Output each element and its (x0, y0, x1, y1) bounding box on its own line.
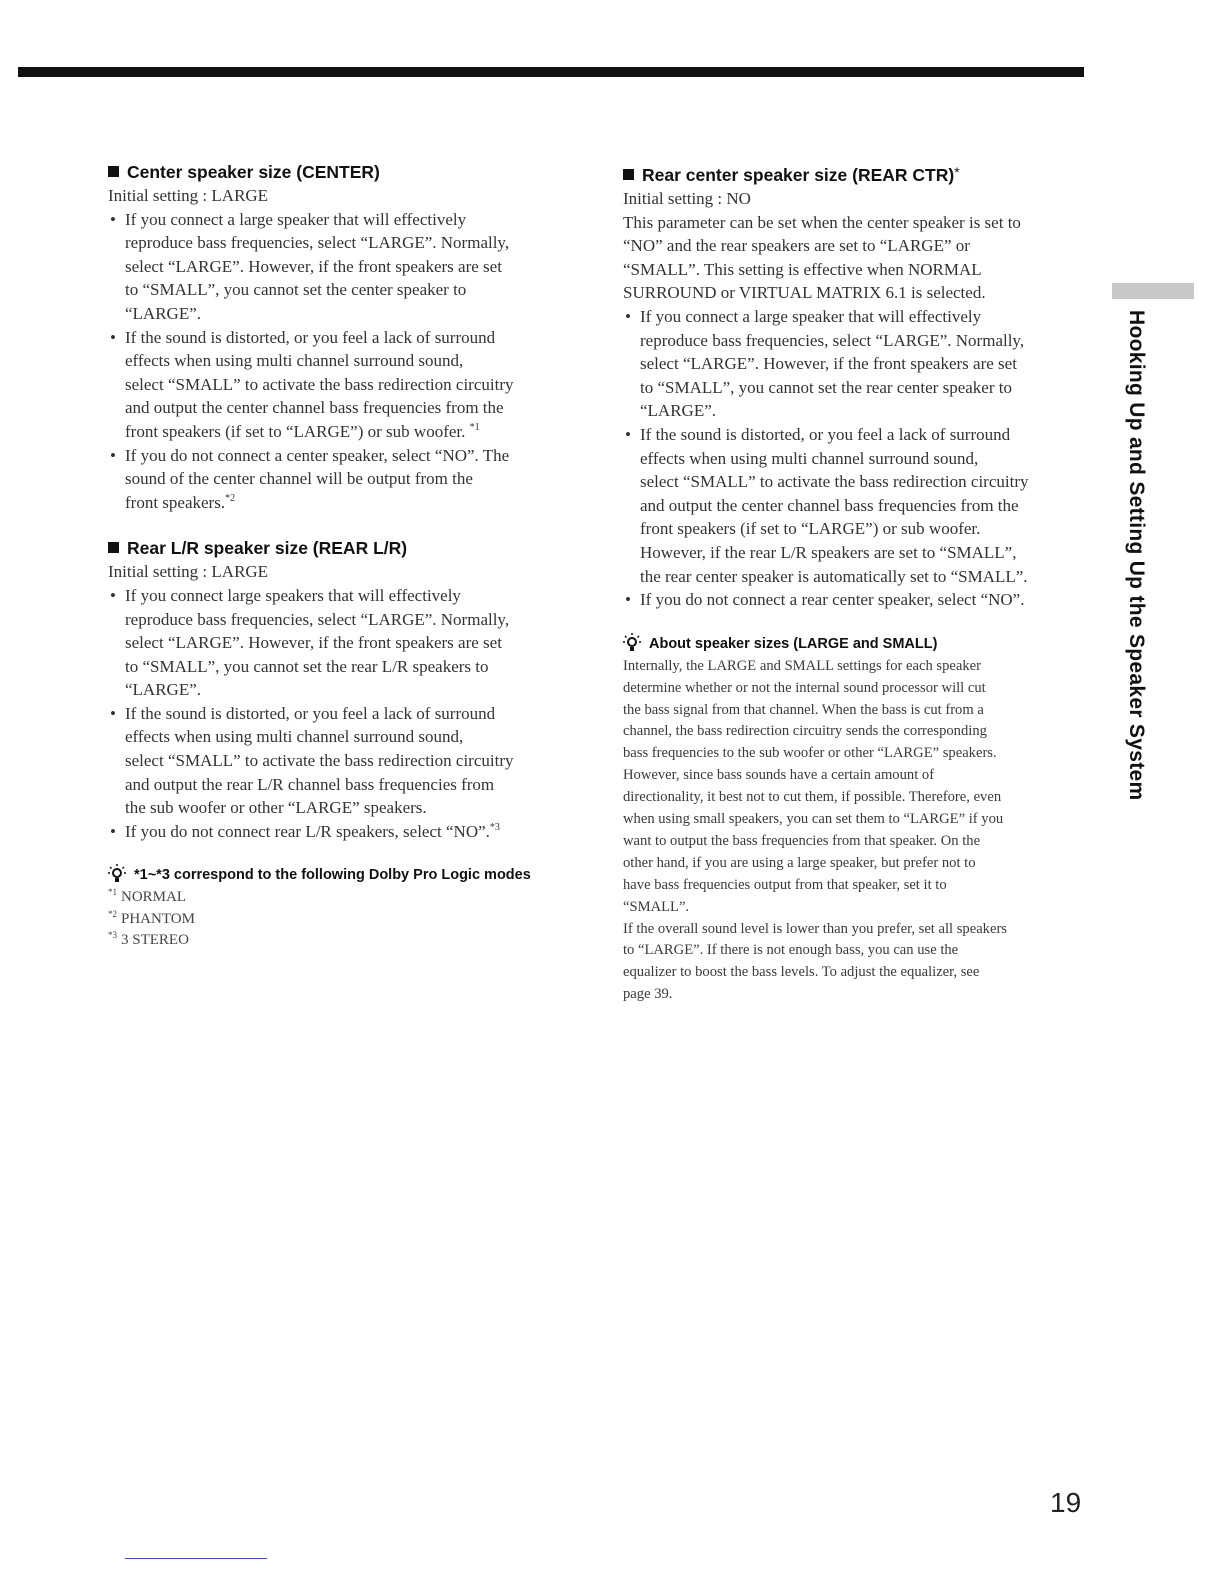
bullet-item (623, 305, 1093, 423)
bullet-line: sound of the center channel will be output from the (125, 469, 473, 489)
bullet-line: and output the rear L/R channel bass frequencies from (125, 774, 495, 794)
bullet-line: select “LARGE”. However, if the front speakers are set (640, 354, 1017, 374)
bullet-line: However, if the rear L/R speakers are set to “SMALL”, (640, 542, 1017, 562)
top-rule (18, 67, 1084, 77)
tip-line: channel, the bass redirection circuitry sends the corresponding (623, 723, 987, 740)
lightbulb-tip-icon (108, 863, 126, 883)
dolby-mode-note (108, 887, 578, 909)
tip-line: determine whether or not the internal sound processor will cut (623, 679, 986, 696)
bullet-line: front speakers (if set to “LARGE”) or sub woofer. $^{*1}$ (125, 421, 480, 441)
chapter-side-title: Hooking Up and Setting Up the Speaker System (1125, 310, 1148, 801)
bullet-item (108, 584, 578, 702)
footnote-marker: *2 (108, 908, 117, 919)
bullet-line: • If you connect a large speaker that will effectively (640, 306, 982, 326)
center-initial-setting: Initial setting : LARGE (108, 186, 269, 205)
bullet-line: • If you do not connect a center speaker, select “NO”. The (125, 445, 510, 465)
bullet-line: select “SMALL” to activate the bass redirection circuitry (640, 472, 1029, 492)
intro-line: SURROUND or VIRTUAL MATRIX 6.1 is selected. (623, 283, 986, 303)
lightbulb-tip-icon (623, 632, 641, 652)
square-bullet-icon (108, 542, 119, 553)
dolby-mode-notes (108, 887, 578, 952)
rear-lr-bullet-list (108, 584, 578, 844)
rear-ctr-bullet-list (623, 305, 1093, 612)
rear-ctr-intro (623, 211, 1093, 305)
section-tab-marker (1112, 283, 1194, 299)
bullet-item (108, 820, 578, 844)
square-bullet-icon (623, 169, 634, 180)
bullet-line: and output the center channel bass frequencies from the (125, 398, 504, 418)
bullet-line: • If you do not connect rear L/R speakers, select “NO”.$^{*3}$ (125, 821, 500, 841)
bullet-line: to “SMALL”, you cannot set the rear center speaker to (640, 377, 1012, 397)
center-bullet-list (108, 208, 578, 515)
tip-line: If the overall sound level is lower than you prefer, set all speakers (623, 920, 1007, 937)
bullet-line: • If the sound is distorted, or you feel a lack of surround (640, 424, 1011, 444)
bullet-line: • If the sound is distorted, or you feel a lack of surround (125, 327, 496, 347)
bullet-line: effects when using multi channel surround sound, (125, 351, 464, 371)
footnote-marker: *3 (489, 821, 500, 833)
rear-lr-section-title: Rear L/R speaker size (REAR L/R) (108, 536, 578, 560)
bullet-line: “LARGE”. (125, 303, 202, 323)
tip-line: have bass frequencies output from that speaker, set it to (623, 876, 947, 893)
center-section-title: Center speaker size (CENTER) (108, 160, 578, 184)
bullet-line: select “LARGE”. However, if the front speakers are set (125, 256, 502, 276)
bullet-line: the rear center speaker is automatically set to “SMALL”. (640, 566, 1028, 586)
footnote-marker: *1 (108, 887, 117, 898)
bullet-line: • If you do not connect a rear center speaker, select “NO”. (640, 590, 1025, 610)
bullet-line: front speakers (if set to “LARGE”) or sub woofer. (640, 519, 981, 539)
dolby-mode-name: NORMAL (121, 889, 187, 906)
bullet-line: to “SMALL”, you cannot set the rear L/R speakers to (125, 656, 489, 676)
dolby-tip-title: *1~*3 correspond to the following Dolby Pro Logic modes (108, 863, 578, 887)
size-tip-title: About speaker sizes (LARGE and SMALL) (623, 632, 1093, 656)
bullet-item (108, 208, 578, 326)
tip-line: other hand, if you are using a large speaker, but prefer not to (623, 854, 976, 871)
bullet-line: • If the sound is distorted, or you feel a lack of surround (125, 703, 496, 723)
bullet-item (108, 444, 578, 515)
footnote-marker: *1 (469, 421, 480, 433)
dolby-mode-note (108, 930, 578, 952)
bullet-line: to “SMALL”, you cannot set the center speaker to (125, 280, 467, 300)
intro-line: “NO” and the rear speakers are set to “LARGE” or (623, 236, 970, 256)
rear-lr-initial-setting: Initial setting : LARGE (108, 562, 269, 582)
dolby-mode-name: PHANTOM (121, 910, 195, 927)
tip-line: bass frequencies to the sub woofer or other “LARGE” speakers. (623, 745, 997, 762)
bullet-line: select “SMALL” to activate the bass redirection circuitry (125, 374, 514, 394)
bullet-line: reproduce bass frequencies, select “LARGE”. Normally, (125, 609, 510, 629)
tip-line: equalizer to boost the bass levels. To adjust the equalizer, see (623, 964, 980, 981)
tip-line: the bass signal from that channel. When the bass is cut from a (623, 701, 984, 718)
tip-line: page 39. (623, 986, 673, 1003)
bullet-line: “LARGE”. (125, 680, 202, 700)
footnote-marker: *2 (225, 492, 236, 504)
bullet-item (623, 588, 1093, 612)
left-column (108, 160, 578, 952)
tip-line: directionality, it best not to cut them, if possible. Therefore, even (623, 789, 1002, 806)
dolby-mode-note (108, 909, 578, 931)
bullet-line: select “SMALL” to activate the bass redirection circuitry (125, 751, 514, 771)
bullet-line: “LARGE”. (640, 401, 717, 421)
size-tip-body (623, 656, 1093, 1007)
intro-line: “SMALL”. This setting is effective when NORMAL (623, 259, 982, 279)
bullet-line: effects when using multi channel surround sound, (640, 448, 979, 468)
bullet-line: and output the center channel bass frequencies from the (640, 495, 1019, 515)
right-column (623, 160, 1093, 1006)
tip-line: However, since bass sounds have a certain amount of (623, 767, 935, 784)
bullet-line: select “LARGE”. However, if the front speakers are set (125, 633, 502, 653)
square-bullet-icon (108, 166, 119, 177)
tip-line: when using small speakers, you can set them to “LARGE” if you (623, 811, 1004, 828)
tip-line: Internally, the LARGE and SMALL settings for each speaker (623, 657, 981, 674)
footnote-marker: *3 (108, 930, 117, 941)
dolby-mode-name: 3 STEREO (121, 932, 189, 949)
bullet-line: reproduce bass frequencies, select “LARGE”. Normally, (125, 233, 510, 253)
bullet-line: • If you connect large speakers that will effectively (125, 585, 461, 605)
bullet-item (108, 326, 578, 444)
intro-line: This parameter can be set when the center speaker is set to (623, 212, 1021, 232)
page-number: 19 (1050, 1487, 1082, 1518)
tip-line: want to output the bass frequencies from that speaker. On the (623, 832, 981, 849)
tip-line: to “LARGE”. If there is not enough bass, you can use the (623, 942, 959, 959)
rear-ctr-initial-setting: Initial setting : NO (623, 189, 751, 208)
rear-ctr-section-title: Rear center speaker size (REAR CTR)* (623, 160, 1093, 187)
bottom-rule (125, 1558, 267, 1559)
bullet-line: reproduce bass frequencies, select “LARGE”. Normally, (640, 330, 1025, 350)
tip-line: “SMALL”. (623, 898, 690, 915)
bullet-line: the sub woofer or other “LARGE” speakers. (125, 798, 427, 818)
bullet-item (108, 702, 578, 820)
bullet-line: front speakers.$^{*2}$ (125, 492, 236, 512)
bullet-line: • If you connect a large speaker that will effectively (125, 209, 467, 229)
bullet-line: effects when using multi channel surround sound, (125, 727, 464, 747)
bullet-item (623, 423, 1093, 588)
